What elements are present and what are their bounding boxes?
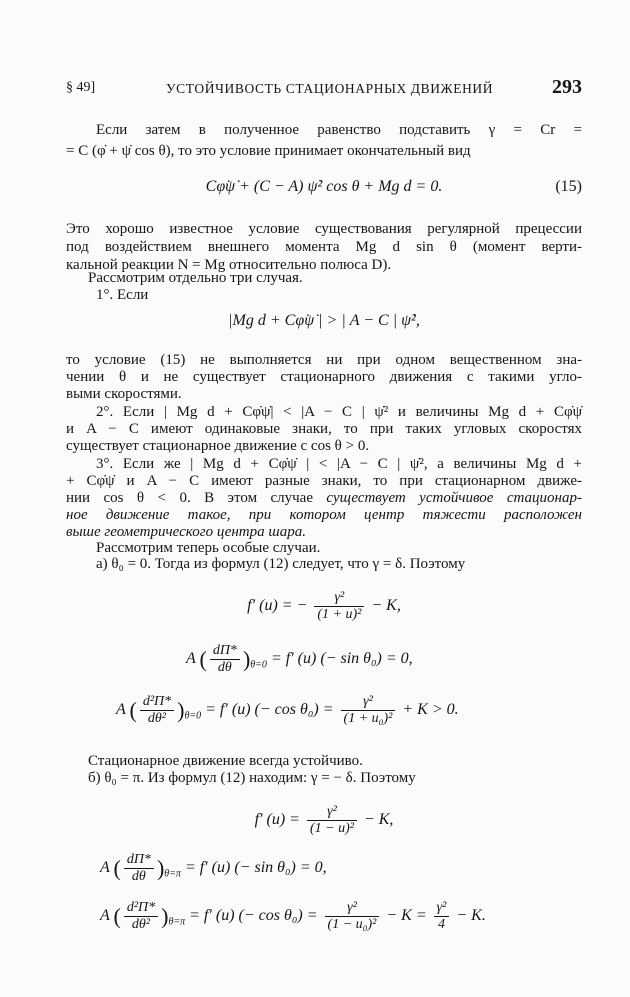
fraction	[434, 900, 450, 933]
fraction	[341, 694, 396, 727]
formula-part: = f′ (u) (− sin θ₀) = 0,	[270, 650, 413, 668]
formula-part: A	[100, 907, 110, 925]
subscript: θ=π	[164, 868, 181, 880]
running-header	[66, 76, 582, 100]
text-line: 2°. Если | Mg d + Cφ̇ψ̇| < |A − C | ψ̇² и величины Mg d + Cφ̇ψ̇	[96, 404, 582, 420]
numerator: d²Π*	[140, 694, 174, 711]
text-line: Стационарное движение всегда устойчиво.	[88, 753, 363, 769]
formula-a1	[66, 590, 582, 623]
fraction	[314, 590, 364, 623]
text-line: Рассмотрим теперь особые случаи.	[96, 540, 321, 556]
subscript: θ=π	[168, 916, 186, 928]
formula-part: f′ (u) = −	[247, 597, 308, 615]
text-span: нии cos θ < 0. В этом случае	[66, 490, 327, 506]
numerator: dΠ*	[124, 852, 154, 869]
formula-part: + K > 0.	[402, 701, 459, 719]
numerator: dΠ*	[210, 643, 240, 660]
text-line: б) θ₀ = π. Из формул (12) находим: γ = − δ. Поэтому	[88, 770, 416, 786]
page-number: 293	[552, 76, 582, 98]
formula-b3: A ( $\frac{\text{d²Π*}}{\text{dθ²}}$ )$_{\theta=\pi} = f'$ (u) (− cos θ₀) = $\frac{\text{γ²}}{\text{(1 − u₀)²}}$ − K = $\frac{\text{γ²}}{4}$ − K.	[100, 900, 486, 932]
text-line: + Cφ̇ψ̇ и A − C имеют разные знаки, то при стационарном движе-	[66, 473, 582, 489]
fraction	[210, 643, 240, 676]
equation-body: Cφ̇ψ̇ + (C − A) ψ̇² cos θ + Mg d = 0.	[205, 178, 443, 195]
denominator: dθ²	[131, 917, 150, 932]
denominator: 4	[438, 917, 445, 932]
formula-part: = f′ (u) (− cos θ₀) =	[205, 701, 334, 719]
text-line: чении θ и не существует стационарного движения с такими угло-	[66, 369, 582, 385]
text-line: 1°. Если	[96, 287, 149, 303]
inequality-1: |Mg d + Cφ̇ψ̇ | > | A − C | ψ̇²,	[228, 312, 420, 329]
formula-b2: A ( $\frac{d\Pi*}{d\theta}$ )$_{\theta=\pi} = f'$ (u) (− sin θ₀) = 0,	[100, 852, 327, 884]
formula-part: − K,	[371, 597, 401, 615]
text-line: = C (φ̇ + ψ̇ cos θ), то это условие принимает окончательный вид	[66, 143, 471, 159]
denominator: dθ	[217, 660, 232, 675]
fraction	[124, 852, 154, 885]
denominator: dθ	[131, 869, 146, 884]
section-number: § 49]	[66, 80, 96, 95]
fraction	[325, 900, 380, 933]
formula-part: = f′ (u) (− cos θ₀) =	[189, 907, 318, 925]
formula-part: = f′ (u) (− sin θ₀) = 0,	[184, 859, 327, 877]
formula-b1	[66, 804, 582, 837]
text-line: и A − C имеют одинаковые знаки, то при таких угловых скоростях	[66, 421, 582, 437]
fraction	[124, 900, 158, 933]
formula-a3: A ( $\frac{\text{d²Π*}}{\text{dθ²}}$ )$_{\theta=0} = f'$ (u) (− cos θ₀) = $\frac{\text{γ²}}{\text{(1 + u₀)²}}$ + K > 0.	[116, 694, 459, 726]
formula-part: − K.	[456, 907, 486, 925]
running-title: УСТОЙЧИВОСТЬ СТАЦИОНАРНЫХ ДВИЖЕНИЙ	[166, 81, 494, 96]
text-line	[66, 506, 582, 524]
denominator: (1 − u)²	[309, 821, 354, 836]
numerator: γ²	[325, 900, 380, 917]
numerator: d²Π*	[124, 900, 158, 917]
text-line: а) θ₀ = 0. Тогда из формул (12) следует, что γ = δ. Поэтому	[96, 556, 466, 572]
emphasis-text: ное движение такое, при котором центр тяжести расположен	[66, 507, 582, 523]
numerator: γ²	[434, 900, 450, 917]
formula-part: A	[116, 701, 126, 719]
formula-part: A	[186, 650, 196, 668]
formula-a2: A ( $\frac{d\Pi*}{d\theta}$ )$_{\theta=0} = f'$ (u) (− sin θ₀) = 0,	[186, 643, 413, 675]
numerator: γ²	[307, 804, 357, 821]
fraction	[307, 804, 357, 837]
formula-part: A	[100, 859, 110, 877]
subscript: θ=0	[184, 710, 202, 722]
formula-part: − K =	[386, 907, 427, 925]
text-line: то условие (15) не выполняется ни при одном вещественном зна-	[66, 352, 582, 368]
numerator: γ²	[341, 694, 396, 711]
equation-15	[66, 178, 582, 196]
text-line: кальной реакции N = Mg относительно полюса D).	[66, 257, 392, 273]
subscript: θ=0	[250, 659, 267, 671]
text-line: 3°. Если же | Mg d + Cφ̇ψ̇ | < |A − C | ψ̇², а величины Mg d +	[96, 456, 582, 472]
numerator: γ²	[314, 590, 364, 607]
text-line: Если затем в полученное равенство подставить γ = Cr =	[96, 122, 582, 138]
emphasis-text: выше геометрического центра шара.	[66, 524, 306, 540]
text-line: Рассмотрим отдельно три случая.	[88, 270, 303, 286]
fraction	[140, 694, 174, 727]
equation-label: (15)	[555, 178, 582, 195]
text-line: Это хорошо известное условие существования регулярной прецессии	[66, 221, 582, 237]
formula-part: − K,	[363, 811, 394, 829]
text-line: выми скоростями.	[66, 386, 182, 402]
denominator: (1 − u₀)²	[327, 917, 377, 932]
text-line: под воздействием внешнего момента Mg d sin θ (момент верти-	[66, 239, 582, 255]
text-line: существует стационарное движение с cos θ > 0.	[66, 438, 370, 454]
denominator: dθ²	[147, 711, 166, 726]
emphasis-text: существует устойчивое стационар-	[326, 490, 582, 506]
formula-part: f′ (u) =	[254, 811, 300, 829]
book-page	[66, 0, 582, 997]
denominator: (1 + u₀)²	[343, 711, 393, 726]
denominator: (1 + u)²	[317, 607, 362, 622]
text-line	[66, 489, 582, 507]
